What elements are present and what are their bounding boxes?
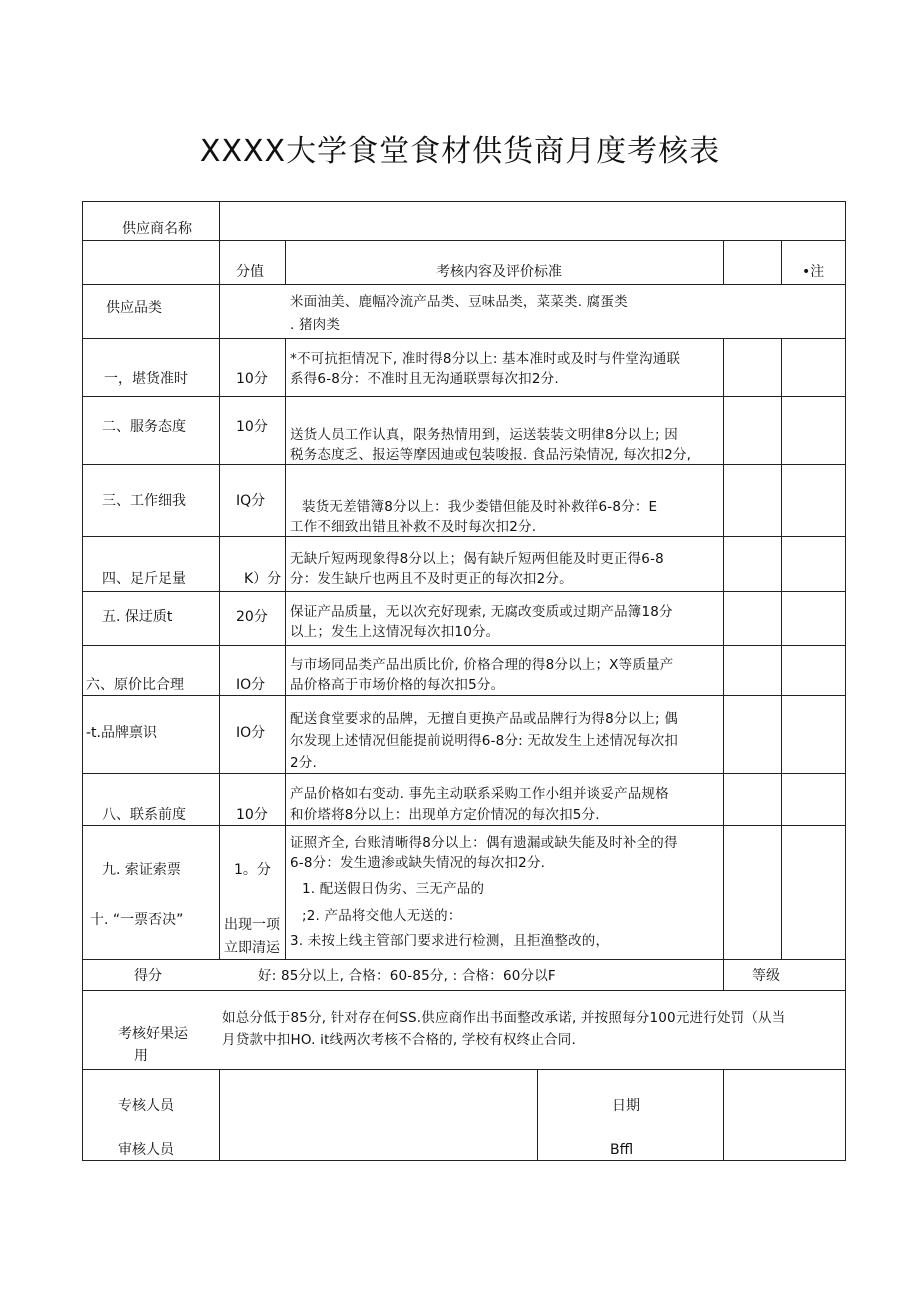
item-label: 六、原价比合理 (86, 677, 184, 693)
result-usage-text: 月贷款中扣HO. it线两次考核不合格的, 学校有权终止合同. (222, 1032, 576, 1048)
total-score-label: 得分 (134, 968, 162, 984)
item-criteria: 6-8分：发生遗渗或缺失情况的每次扣2分. (290, 855, 546, 871)
item-label: 九. 索证索票 (102, 862, 181, 878)
table-line (82, 773, 846, 774)
item-criteria: 工作不细致出错且补救不及时每次扣2分. (290, 519, 537, 535)
result-usage-label: 用 (134, 1048, 148, 1064)
item-criteria: 2分. (290, 755, 317, 771)
note-header: •注 (802, 264, 825, 280)
score-standard: 好: 85分以上, 合格：60-85分, : 合格：60分以F (258, 968, 556, 984)
assessor-signature-field[interactable] (222, 1072, 534, 1157)
category-text: . 猪肉类 (290, 317, 341, 333)
grade-label: 等级 (752, 968, 780, 984)
item-score: IO分 (236, 677, 266, 693)
item-score: 20分 (236, 609, 268, 625)
item-score: 10分 (236, 807, 268, 823)
item-score: K）分 (244, 571, 282, 587)
supplier-name-field[interactable] (222, 204, 842, 238)
item-criteria: 税务态度乏、报运等摩因迪或包装唆报. 食品污染情况, 每次扣2分, (290, 447, 692, 463)
veto-score: 立即清运 (224, 940, 280, 956)
table-line (285, 338, 286, 959)
item-label: 四、足斤足量 (102, 571, 186, 587)
date-field[interactable] (726, 1072, 842, 1157)
item-criteria: 系得6-8分：不准时且无沟通联票每次扣2分. (290, 371, 559, 387)
item-criteria: 证照齐全, 台账清晰得8分以上：偶有遗漏或缺失能及时补全的得 (290, 835, 678, 851)
item-criteria: 装货无差错簿8分以上：我少娄错但能及时补救徉6-8分：E (302, 499, 658, 515)
item-criteria: 和价塔将8分以上：出现单方定价情况的每次扣5分. (290, 807, 600, 823)
score-header: 分值 (236, 264, 264, 280)
item-criteria: 分：发生缺斤也两且不及时更正的每次扣2分。 (290, 571, 573, 587)
item-criteria: 送货人员工作认真，限务热情用到，运送装装文明律8分以上; 因 (290, 427, 678, 443)
table-line (82, 695, 846, 696)
table-line (82, 825, 846, 826)
table-line (82, 284, 846, 285)
item-criteria: 尔发现上述情况但能提前说明得6-8分: 无故发生上述情况每次扣 (290, 733, 679, 749)
item-score: 10分 (236, 371, 268, 387)
reviewer-label: 审核人员 (118, 1142, 174, 1158)
table-line (82, 338, 846, 339)
item-label: -t.品牌禀识 (86, 725, 157, 741)
item-label: 五. 保迂质t (102, 609, 173, 625)
item-criteria: 以上；发生上这情况每次扣10分。 (290, 624, 500, 640)
table-line (845, 201, 846, 1161)
item-score: IO分 (236, 725, 266, 741)
table-line (219, 201, 220, 959)
table-line (781, 338, 782, 959)
assessor-label: 专核人员 (118, 1098, 174, 1114)
table-line (537, 1069, 538, 1161)
criteria-header: 考核内容及评价标准 (436, 264, 562, 280)
veto-label: 十. “一票否决” (90, 912, 184, 928)
table-line (82, 201, 83, 1161)
item-label: 一，堪货准时 (104, 371, 188, 387)
item-criteria: 保证产品质量，无以次充好现索, 无腐改变质或过期产品簿18分 (290, 604, 673, 620)
table-line (723, 240, 724, 284)
item-criteria: *不可抗拒情况下, 准时得8分以上: 基本准时或及时与件堂沟通联 (290, 351, 681, 367)
table-line (723, 1069, 724, 1161)
table-line (82, 959, 846, 960)
table-line (219, 1069, 220, 1161)
item-label: 三、工作细我 (102, 493, 186, 509)
table-line (723, 338, 724, 990)
table-line (82, 396, 846, 397)
item-score: IQ分 (236, 493, 266, 509)
date-value: Bffl (610, 1142, 634, 1158)
category-text: 米面油美、鹿幅冷流产品类、豆味品类，菜菜类. 腐蛋类 (290, 294, 628, 310)
table-line (285, 240, 286, 284)
veto-criteria: 3. 未按上线主管部门要求进行检测，且拒渔整改的， (290, 933, 610, 949)
veto-criteria: 1. 配送假日伪劣、三无产品的 (302, 881, 485, 897)
item-score: 10分 (236, 419, 268, 435)
item-score: 1。分 (234, 862, 271, 878)
date-label: 日期 (612, 1098, 640, 1114)
item-criteria: 与市场同品类产品出质比价, 价格合理的得8分以上；X等质量产 (290, 657, 674, 673)
veto-criteria: ;2. 产品将交他人无送的： (302, 908, 462, 924)
table-line (82, 645, 846, 646)
table-line (82, 240, 846, 241)
item-criteria: 产品价格如右变动. 事先主动联系采购工作小组并谈妥产品规格 (290, 786, 669, 802)
item-label: 二、服务态度 (102, 419, 186, 435)
category-label: 供应品类 (106, 300, 162, 316)
table-line (82, 201, 846, 202)
supplier-name-label: 供应商名称 (122, 221, 192, 237)
table-line (82, 1160, 846, 1161)
result-usage-text: 如总分低于85分, 针对存在何SS.供应商作出书面整改承诺, 并按照每分100元进行处罚（从当 (222, 1010, 786, 1026)
result-usage-label: 考核好果运 (118, 1026, 188, 1042)
item-criteria: 无缺斤短两现象得8分以上；偈有缺斤短两但能及时更正得6-8 (290, 551, 664, 567)
item-label: 八、联系前度 (102, 807, 186, 823)
table-line (82, 1069, 846, 1070)
page-title: XXXX大学食堂食材供货商月度考核表 (199, 134, 721, 169)
table-line (781, 240, 782, 284)
item-criteria: 品价格高于市场价格的每次扣5分。 (290, 677, 505, 693)
item-criteria: 配送食堂要求的品牌，无擅自更换产品或品牌行为得8分以上; 偶 (290, 711, 678, 727)
table-line (82, 591, 846, 592)
veto-score: 出现一项 (224, 917, 280, 933)
table-line (82, 990, 846, 991)
